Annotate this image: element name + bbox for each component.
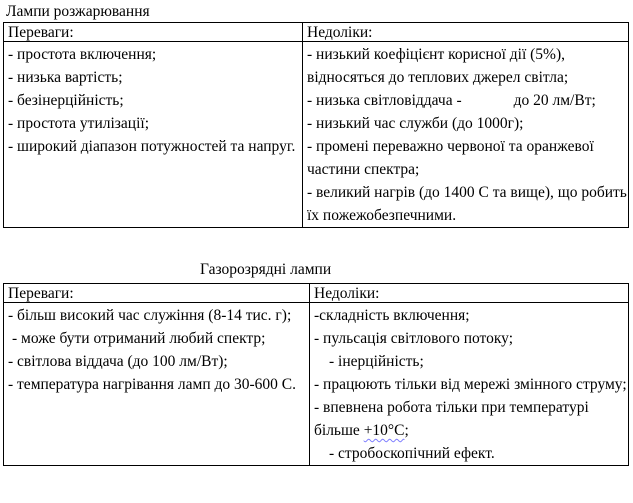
list-item: - може бути отриманий любий спектр; [12, 330, 266, 347]
list-item: - великий нагрів (до 1400 С та вище), що робить їх пожежобезпечними. [307, 184, 627, 224]
list-item: - низький коефіцієнт корисної дії (5%), відносяться до теплових джерел світла; [307, 46, 569, 86]
list-item: - стробоскопічний ефект. [329, 445, 495, 462]
table-header-row [4, 284, 629, 303]
incandescent-title: Лампи розжарювання [6, 3, 150, 20]
list-item: - температура нагрівання ламп до 30-600 С. [8, 376, 297, 393]
list-item: - простота утилізації; [8, 115, 150, 132]
gas-discharge-disadvantages-cell [310, 303, 629, 466]
incandescent-table [3, 22, 629, 228]
gas-discharge-disadvantages-header: Недоліки: [310, 284, 629, 303]
gas-discharge-advantages-cell [4, 303, 310, 466]
list-item: - інерційність; [329, 353, 424, 370]
list-item: - пульсація світлового потоку; [314, 330, 514, 347]
efficacy-value: до 20 лм/Вт; [513, 92, 596, 109]
efficacy-label: - низька світловіддача - [307, 92, 462, 109]
list-item [314, 396, 628, 442]
list-item: - низька вартість; [8, 69, 123, 86]
list-item: -складність включення; [314, 307, 470, 324]
temperature-value: +10°С [363, 422, 405, 439]
list-item: - працюють тільки від мережі змінного струму; [314, 376, 627, 393]
incandescent-disadvantages-cell [303, 42, 629, 228]
list-item [307, 89, 628, 112]
gas-discharge-advantages-header: Переваги: [4, 284, 310, 303]
temperature-suffix: ; [404, 422, 409, 439]
gas-discharge-table [3, 283, 629, 466]
list-item: - широкий діапазон потужностей та напруг. [8, 138, 296, 155]
temperature-label: - впевнена робота тільки при температурі більше [314, 399, 589, 439]
list-item: - світлова віддача (до 100 лм/Вт); [8, 353, 228, 370]
incandescent-advantages-header: Переваги: [4, 23, 303, 42]
list-item: - промені переважно червоної та оранжевої частини спектра; [307, 138, 594, 178]
gas-discharge-title: Газорозрядні лампи [200, 261, 332, 278]
list-item: - більш високий час служіння (8-14 тис. г); [8, 307, 292, 324]
table-row [4, 42, 629, 228]
table-row [4, 303, 629, 466]
table-header-row [4, 23, 629, 42]
list-item: - простота включення; [8, 46, 157, 63]
list-item: - низький час служби (до 1000г); [307, 115, 524, 132]
list-item: - безінерційність; [8, 92, 124, 109]
incandescent-advantages-cell [4, 42, 303, 228]
incandescent-disadvantages-header: Недоліки: [303, 23, 629, 42]
